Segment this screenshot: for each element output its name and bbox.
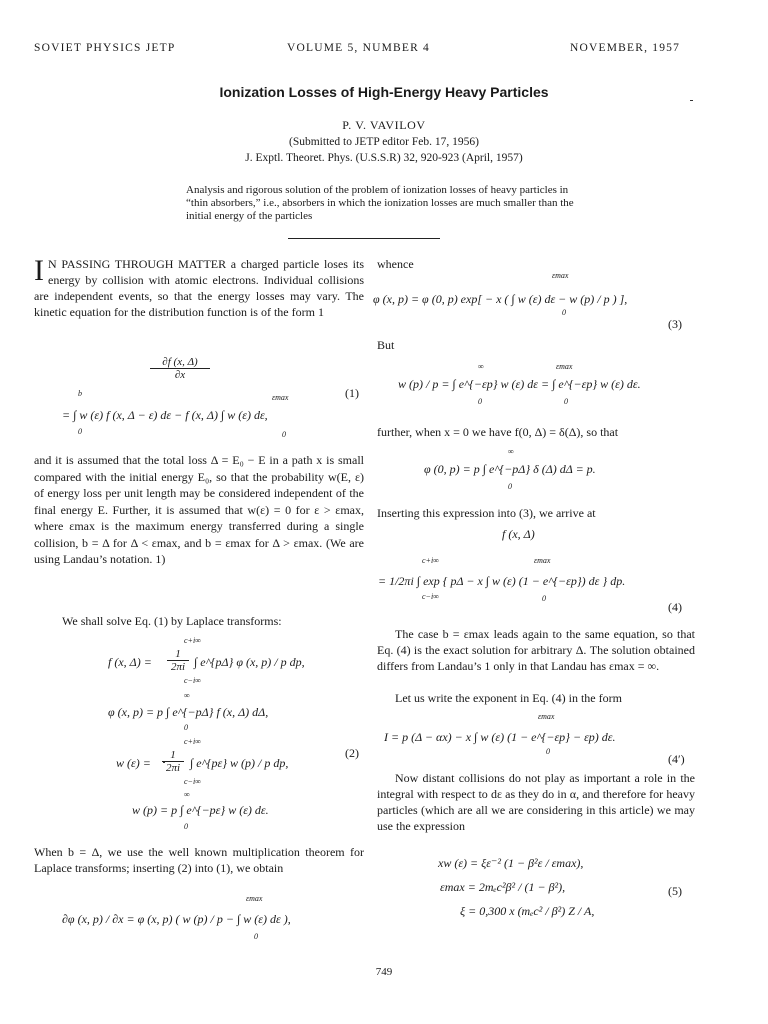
abstract: Analysis and rigorous solution of the problem of ionization losses of heavy particles in “thin absorbers,” i.e., absorbers in which the ionization losses are much smaller than the initial energy of the particles	[186, 184, 574, 222]
paragraph-multiplication: When b = Δ, we use the well known multiplication theorem for Laplace transforms; inserting (2) into (1), we obtain	[34, 845, 364, 875]
paragraph-distant: Now distant collisions do not play as important a role in the integral with respect to dε as they do in α, and therefore for heavy particles (which are all we are considering in this article) we may use the expression	[377, 771, 695, 833]
but-limit-emax: εmax	[556, 362, 573, 371]
intro-paragraph	[34, 256, 364, 346]
eq-lb-body: ∂φ (x, p) / ∂x = φ (x, p) ( w (p) / p − ∫ w (ε) dε ),	[62, 912, 291, 926]
phi0-limit-inf: ∞	[508, 447, 514, 456]
author-name: P. V. VAVILOV	[342, 118, 426, 132]
eq-lb-limit-zero: 0	[254, 932, 258, 941]
eq3-limit-zero: 0	[562, 308, 566, 317]
eq2c-frac-num: 1	[162, 749, 184, 762]
speck-mark	[690, 100, 693, 101]
eq-lb-limit-emax: εmax	[246, 894, 263, 903]
but-limit-zero-2: 0	[564, 397, 568, 406]
page-number: 749	[375, 966, 393, 978]
paragraph-case: The case b = εmax leads again to the same equation, so that Eq. (4) is the exact solution for arbitrary Δ. The solution obtained differs from Landau’s 1 only in that Landau has εmax = ∞.	[377, 627, 695, 673]
eq2a-frac-num: 1	[167, 648, 189, 661]
eq2d-limit-inf: ∞	[184, 790, 190, 799]
eq4p-body: I = p (Δ − αx) − x ∫ w (ε) (1 − e^{−εp} − εp) dε.	[384, 730, 616, 744]
phi0-equation: φ (0, p) = p ∫ e^{−pΔ} δ (Δ) dΔ = p.	[424, 462, 596, 476]
eq2c-frac	[162, 749, 184, 774]
eq2b-limit-zero: 0	[184, 723, 188, 732]
issue-date: NOVEMBER, 1957	[570, 42, 681, 54]
submission-note: (Submitted to JETP editor Feb. 17, 1956)	[289, 136, 479, 148]
eq5a: xw (ε) = ξε⁻² (1 − β²ε / εmax),	[438, 856, 584, 870]
eq4-limit-upper: c+i∞	[422, 556, 439, 565]
eq2b-body: φ (x, p) = p ∫ e^{−pΔ} f (x, Δ) dΔ,	[108, 705, 269, 719]
eq2a-limit-upper: c+i∞	[184, 636, 201, 645]
intro-text: N PASSING THROUGH MATTER a charged particle loses its energy by collision with atomic electrons. Individual collisions are independent events, so that the energy losses may vary. The kinetic equation for the distribution function is of the form 1	[34, 257, 364, 319]
eq5b: εmax = 2mₑc²β² / (1 − β²),	[440, 880, 566, 894]
eq3-number: (3)	[668, 317, 682, 331]
paragraph-inserting: Inserting this expression into (3), we arrive at	[377, 506, 596, 520]
eq1-limit-zero-2: 0	[282, 430, 286, 439]
eq1-lhs	[150, 356, 210, 381]
drop-cap: I	[34, 254, 44, 287]
but-equation: w (p) / p = ∫ e^{−εp} w (ε) dε = ∫ e^{−εp} w (ε) dε.	[398, 377, 641, 391]
eq1-lhs-num: ∂f (x, Δ)	[150, 356, 210, 369]
paragraph-further: further, when x = 0 we have f(0, Δ) = δ(Δ), so that	[377, 425, 619, 439]
but-limit-inf: ∞	[478, 362, 484, 371]
separator-rule	[288, 238, 440, 239]
eq4-limit-lower: c−i∞	[422, 592, 439, 601]
eq2c-body: ∫ e^{pε} w (p) / p dp,	[190, 756, 289, 770]
eq2a-frac	[167, 648, 189, 673]
eq4p-limit-emax: εmax	[538, 712, 555, 721]
eq4-limit-emax: εmax	[534, 556, 551, 565]
eq2-number: (2)	[345, 746, 359, 760]
paper-title: Ionization Losses of High-Energy Heavy Particles	[219, 84, 549, 100]
eq2a-frac-den: 2πi	[170, 661, 186, 673]
but-limit-zero: 0	[478, 397, 482, 406]
eq1-limit-zero: 0	[78, 427, 82, 436]
eq4-number: (4)	[668, 600, 682, 614]
paragraph-exponent: Let us write the exponent in Eq. (4) in the form	[395, 691, 622, 705]
eq2a-limit-lower: c−i∞	[184, 676, 201, 685]
eq4p-number: (4′)	[668, 752, 685, 766]
journal-name: SOVIET PHYSICS JETP	[34, 42, 176, 54]
eq2c-limit-lower: c−i∞	[184, 777, 201, 786]
eq2c-lhs: w (ε) =	[116, 756, 151, 770]
eq2b-limit-inf: ∞	[184, 691, 190, 700]
eq2c-limit-upper: c+i∞	[184, 737, 201, 746]
eq5-number: (5)	[668, 884, 682, 898]
eq5c: ξ = 0,300 x (mₑc² / β²) Z / A,	[460, 904, 595, 918]
eq2a-body: ∫ e^{pΔ} φ (x, p) / p dp,	[194, 655, 305, 669]
eq2d-limit-zero: 0	[184, 822, 188, 831]
volume-number: VOLUME 5, NUMBER 4	[287, 42, 430, 54]
eq2c-frac-den: 2πi	[165, 762, 181, 774]
eq1-limit-b: b	[78, 389, 82, 398]
eq2d-body: w (p) = p ∫ e^{−pε} w (ε) dε.	[132, 803, 269, 817]
eq4-limit-zero: 0	[542, 594, 546, 603]
eq1-limit-emax: εmax	[272, 393, 289, 402]
phi0-limit-zero: 0	[508, 482, 512, 491]
journal-reference: J. Exptl. Theoret. Phys. (U.S.S.R) 32, 920-923 (April, 1957)	[245, 152, 523, 164]
whence-label: whence	[377, 257, 414, 271]
paragraph-laplace: We shall solve Eq. (1) by Laplace transforms:	[62, 614, 282, 628]
eq1-number: (1)	[345, 386, 359, 400]
eq4p-limit-zero: 0	[546, 747, 550, 756]
eq1-lhs-den: ∂x	[174, 369, 186, 381]
but-label: But	[377, 338, 395, 352]
eq3-body: φ (x, p) = φ (0, p) exp[ − x ( ∫ w (ε) dε − w (p) / p ) ],	[373, 292, 628, 306]
eq2a-lhs: f (x, Δ) =	[108, 655, 152, 669]
paragraph-assumptions: and it is assumed that the total loss Δ = E₀ − E in a path x is small compared with the initial energy E₀, so that the probability w(E, ε) of energy loss per unit length may be considered independent of the final energy E. Further, it is assumed that w(ε) = 0 for ε > εmax, where εmax is the maximum energy transferred during a single collision, b = Δ for Δ < εmax, and b = εmax for Δ > εmax. (We are using Landau’s notation. 1)	[34, 453, 364, 566]
eq4-top: f (x, Δ)	[502, 527, 535, 541]
eq4-body: = 1/2πi ∫ exp { pΔ − x ∫ w (ε) (1 − e^{−εp}) dε } dp.	[378, 574, 626, 588]
eq1-body: = ∫ w (ε) f (x, Δ − ε) dε − f (x, Δ) ∫ w (ε) dε,	[62, 408, 268, 422]
eq3-limit-emax: εmax	[552, 271, 569, 280]
